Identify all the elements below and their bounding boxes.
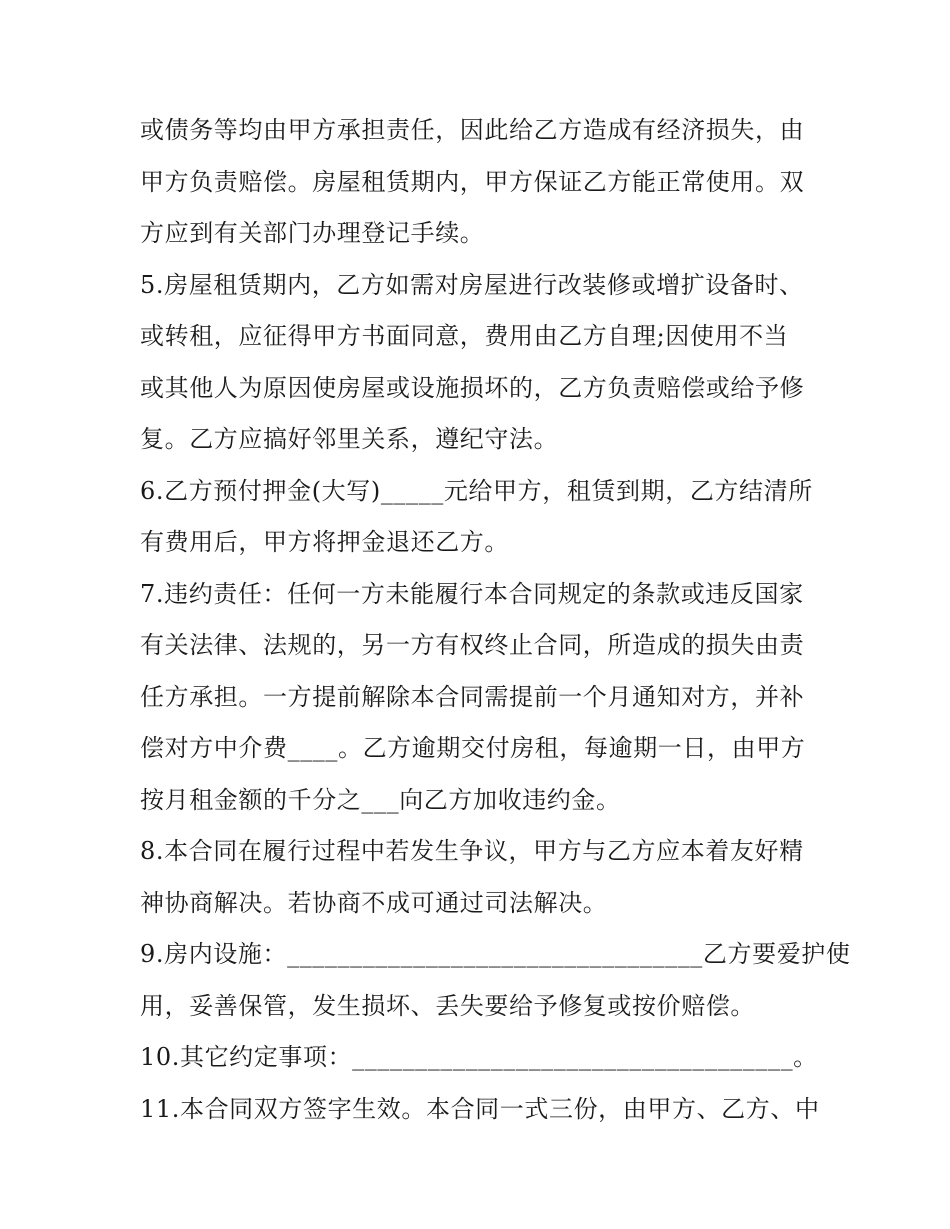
text-line: 按月租金额的千分之___向乙方加收违约金。 — [140, 785, 621, 814]
clause-5: 5.房屋租赁期内，乙方如需对房屋进行改装修或增扩设备时、 — [140, 270, 804, 299]
clause-7: 7.违约责任：任何一方未能履行本合同规定的条款或违反国家 — [140, 579, 804, 608]
text-line: 或债务等均由甲方承担责任，因此给乙方造成有经济损失，由 — [140, 116, 805, 144]
text-line: 或其他人为原因使房屋或设施损坏的，乙方负责赔偿或给予修 — [140, 373, 805, 402]
clause-10: 10.其它约定事项：___________________________________。 — [140, 1043, 818, 1071]
text-line: 任方承担。一方提前解除本合同需提前一个月通知对方，并补 — [140, 682, 805, 711]
text-line: 方应到有关部门办理登记手续。 — [140, 219, 485, 247]
text-line: 复。乙方应搞好邻里关系，遵纪守法。 — [140, 425, 559, 453]
text-line: 偿对方中介费____。乙方逾期交付房租，每逾期一日，由甲方 — [140, 734, 806, 762]
contract-text — [140, 105, 851, 1135]
text-line: 或转租，应征得甲方书面同意，费用由乙方自理;因使用不当 — [140, 322, 789, 350]
text-line: 神协商解决。若协商不成可通过司法解决。 — [140, 888, 608, 917]
clause-8: 8.本合同在履行过程中若发生争议，甲方与乙方应本着友好精 — [140, 837, 804, 865]
clause-11: 11.本合同双方签字生效。本合同一式三份，由甲方、乙方、中 — [140, 1094, 820, 1123]
text-line: 有关法律、法规的，另一方有权终止合同，所造成的损失由责 — [140, 631, 805, 659]
clause-6: 6.乙方预付押金(大写)_____元给甲方，租赁到期，乙方结清所 — [140, 476, 813, 505]
text-line: 有费用后，甲方将押金退还乙方。 — [140, 528, 509, 556]
clause-9: 9.房内设施：_________________________________乙方要爱护使 — [140, 940, 851, 968]
text-line: 用，妥善保管，发生损坏、丢失要给予修复或按价赔偿。 — [140, 991, 755, 1020]
text-line: 甲方负责赔偿。房屋租赁期内，甲方保证乙方能正常使用。双 — [140, 167, 805, 196]
